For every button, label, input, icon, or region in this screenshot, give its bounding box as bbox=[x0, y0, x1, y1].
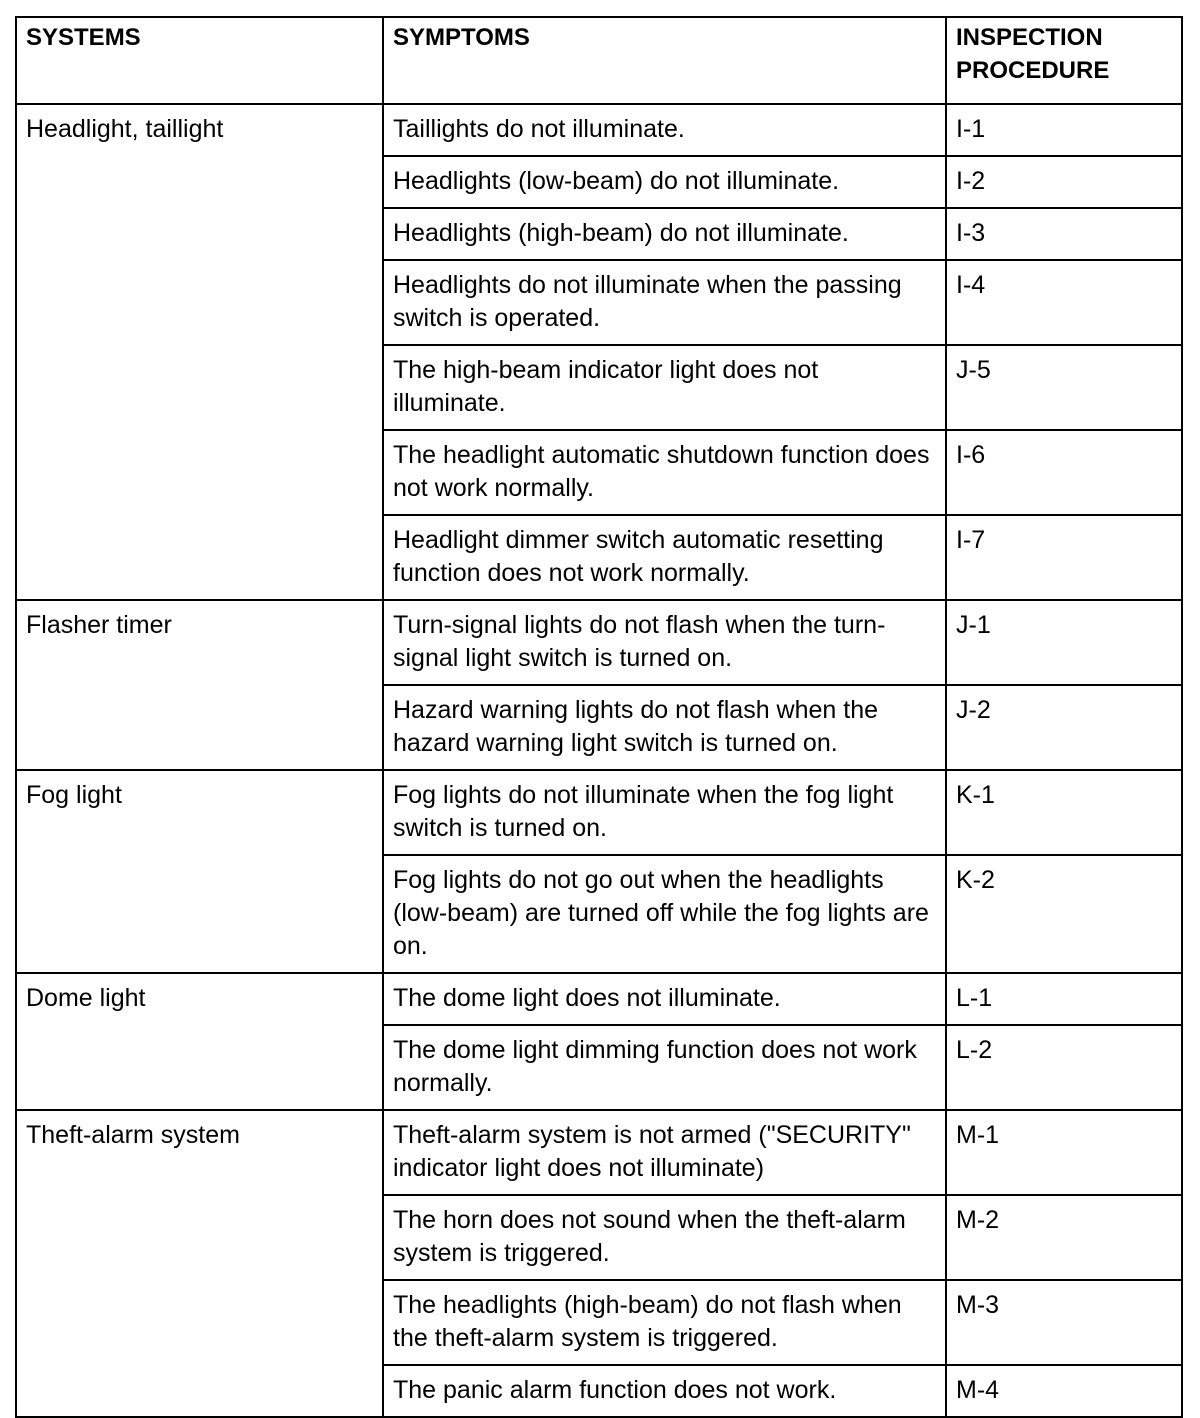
troubleshooting-table bbox=[15, 16, 1183, 1418]
header-systems: SYSTEMS bbox=[16, 17, 383, 104]
procedure-cell: I-3 bbox=[946, 208, 1182, 260]
inspection-table-container bbox=[15, 16, 1181, 1418]
table-row bbox=[16, 600, 1182, 685]
procedure-cell: M-2 bbox=[946, 1195, 1182, 1280]
system-cell: Theft-alarm system bbox=[16, 1110, 383, 1417]
header-symptoms: SYMPTOMS bbox=[383, 17, 946, 104]
system-cell: Dome light bbox=[16, 973, 383, 1110]
procedure-cell: I-2 bbox=[946, 156, 1182, 208]
symptom-cell: The horn does not sound when the theft-alarm system is triggered. bbox=[383, 1195, 946, 1280]
procedure-cell: M-3 bbox=[946, 1280, 1182, 1365]
procedure-cell: L-2 bbox=[946, 1025, 1182, 1110]
procedure-cell: M-4 bbox=[946, 1365, 1182, 1417]
symptom-cell: Headlights (low-beam) do not illuminate. bbox=[383, 156, 946, 208]
symptom-cell: Headlights (high-beam) do not illuminate. bbox=[383, 208, 946, 260]
procedure-cell: K-2 bbox=[946, 855, 1182, 973]
procedure-cell: I-1 bbox=[946, 104, 1182, 156]
header-inspection-procedure: INSPECTION PROCEDURE bbox=[946, 17, 1182, 104]
table-row bbox=[16, 973, 1182, 1025]
symptom-cell: Fog lights do not go out when the headlights (low-beam) are turned off while the fog lights are on. bbox=[383, 855, 946, 973]
procedure-cell: K-1 bbox=[946, 770, 1182, 855]
procedure-cell: I-4 bbox=[946, 260, 1182, 345]
symptom-cell: The dome light dimming function does not work normally. bbox=[383, 1025, 946, 1110]
symptom-cell: Taillights do not illuminate. bbox=[383, 104, 946, 156]
procedure-cell: J-1 bbox=[946, 600, 1182, 685]
symptom-cell: The panic alarm function does not work. bbox=[383, 1365, 946, 1417]
table-body bbox=[16, 104, 1182, 1417]
symptom-cell: Headlight dimmer switch automatic resetting function does not work normally. bbox=[383, 515, 946, 600]
procedure-cell: J-5 bbox=[946, 345, 1182, 430]
symptom-cell: Hazard warning lights do not flash when the hazard warning light switch is turned on. bbox=[383, 685, 946, 770]
procedure-cell: M-1 bbox=[946, 1110, 1182, 1195]
symptom-cell: The high-beam indicator light does not illuminate. bbox=[383, 345, 946, 430]
procedure-cell: I-6 bbox=[946, 430, 1182, 515]
table-row bbox=[16, 1110, 1182, 1195]
symptom-cell: Turn-signal lights do not flash when the turn-signal light switch is turned on. bbox=[383, 600, 946, 685]
symptom-cell: The headlight automatic shutdown function does not work normally. bbox=[383, 430, 946, 515]
symptom-cell: The dome light does not illuminate. bbox=[383, 973, 946, 1025]
header-row bbox=[16, 17, 1182, 104]
symptom-cell: Theft-alarm system is not armed ("SECURITY" indicator light does not illuminate) bbox=[383, 1110, 946, 1195]
symptom-cell: The headlights (high-beam) do not flash when the theft-alarm system is triggered. bbox=[383, 1280, 946, 1365]
system-cell: Flasher timer bbox=[16, 600, 383, 770]
procedure-cell: I-7 bbox=[946, 515, 1182, 600]
symptom-cell: Fog lights do not illuminate when the fog light switch is turned on. bbox=[383, 770, 946, 855]
system-cell: Fog light bbox=[16, 770, 383, 973]
procedure-cell: J-2 bbox=[946, 685, 1182, 770]
table-row bbox=[16, 104, 1182, 156]
table-row bbox=[16, 770, 1182, 855]
system-cell: Headlight, taillight bbox=[16, 104, 383, 600]
procedure-cell: L-1 bbox=[946, 973, 1182, 1025]
symptom-cell: Headlights do not illuminate when the passing switch is operated. bbox=[383, 260, 946, 345]
